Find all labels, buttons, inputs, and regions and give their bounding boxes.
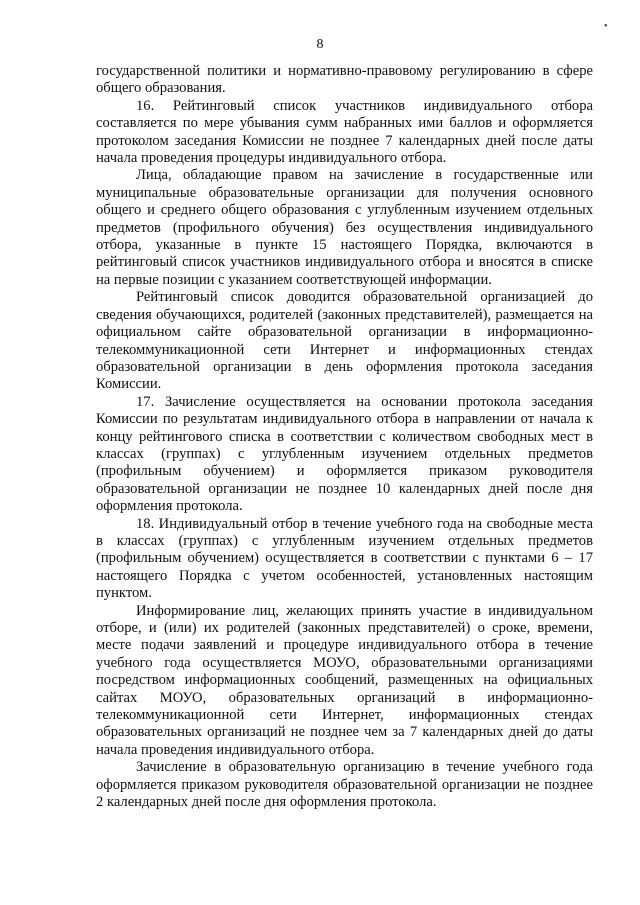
paragraph-item-16: 16. Рейтинговый список участников индивидуального отбора составляется по мере убывания сумм набранных ими баллов и оформляется протоколом заседания Комиссии не позднее 7 календарных дней после даты начала проведения процедуры индивидуального отбора. [96,97,593,167]
paragraph-item-17: 17. Зачисление осуществляется на основании протокола заседания Комиссии по результатам индивидуального отбора в направлении от начала к концу рейтингового списка в соответствии с количеством свободных мест в классах (группах) с углубленным изучением отдельных предметов (профильным обучением) и оформляется приказом руководителя образовательной организации не позднее 10 календарных дней после дня оформления протокола. [96,393,593,515]
paragraph-continuation: государственной политики и нормативно-правовому регулированию в сфере общего образования. [96,63,593,97]
corner-mark: • [604,21,608,32]
page-number: 8 [316,37,324,52]
paragraph-informing: Информирование лиц, желающих принять участие в индивидуальном отборе, и (или) их родителей (законных представителей) о сроке, времени, месте подачи заявлений и процедуре индивидуального отбора в течение учебного года осуществляется МОУО, образовательными организациями посредством информационных сообщений, размещенных на официальных сайтах МОУО, образовательных организаций в информационно-телекоммуникационной сети Интернет, информационных стендах образовательных организаций не позднее чем за 7 календарных дней до даты начала проведения индивидуального отбора. [96,602,593,758]
paragraph-priority-persons: Лица, обладающие правом на зачисление в государственные или муниципальные образовательные организации для получения основного общего и среднего общего образования с углубленным изучением отдельных предметов (профильного обучения) без осуществления индивидуального отбора, указанные в пункте 15 настоящего Порядка, включаются в рейтинговый список участников индивидуального отбора и вносятся в списке на первые позиции с указанием соответствующей информации. [96,167,593,288]
paragraph-rating-list-publication: Рейтинговый список доводится образовательной организацией до сведения обучающихся, родителей (законных представителей), размещается на официальном сайте образовательной организации в информационно-телекоммуникационной сети Интернет и информационных стендах образовательной организации в день оформления протокола заседания Комиссии. [96,289,593,393]
body-text [96,63,593,811]
paragraph-item-18: 18. Индивидуальный отбор в течение учебного года на свободные места в классах (группах) с углубленным изучением отдельных предметов (профильным обучением) осуществляется в соответствии с пунктами 6 – 17 настоящего Порядка с учетом особенностей, установленных настоящим пунктом. [96,515,593,602]
paragraph-enrollment-during-year: Зачисление в образовательную организацию в течение учебного года оформляется приказом руководителя образовательной организации не позднее 2 календарных дней после дня оформления протокола. [96,759,593,811]
